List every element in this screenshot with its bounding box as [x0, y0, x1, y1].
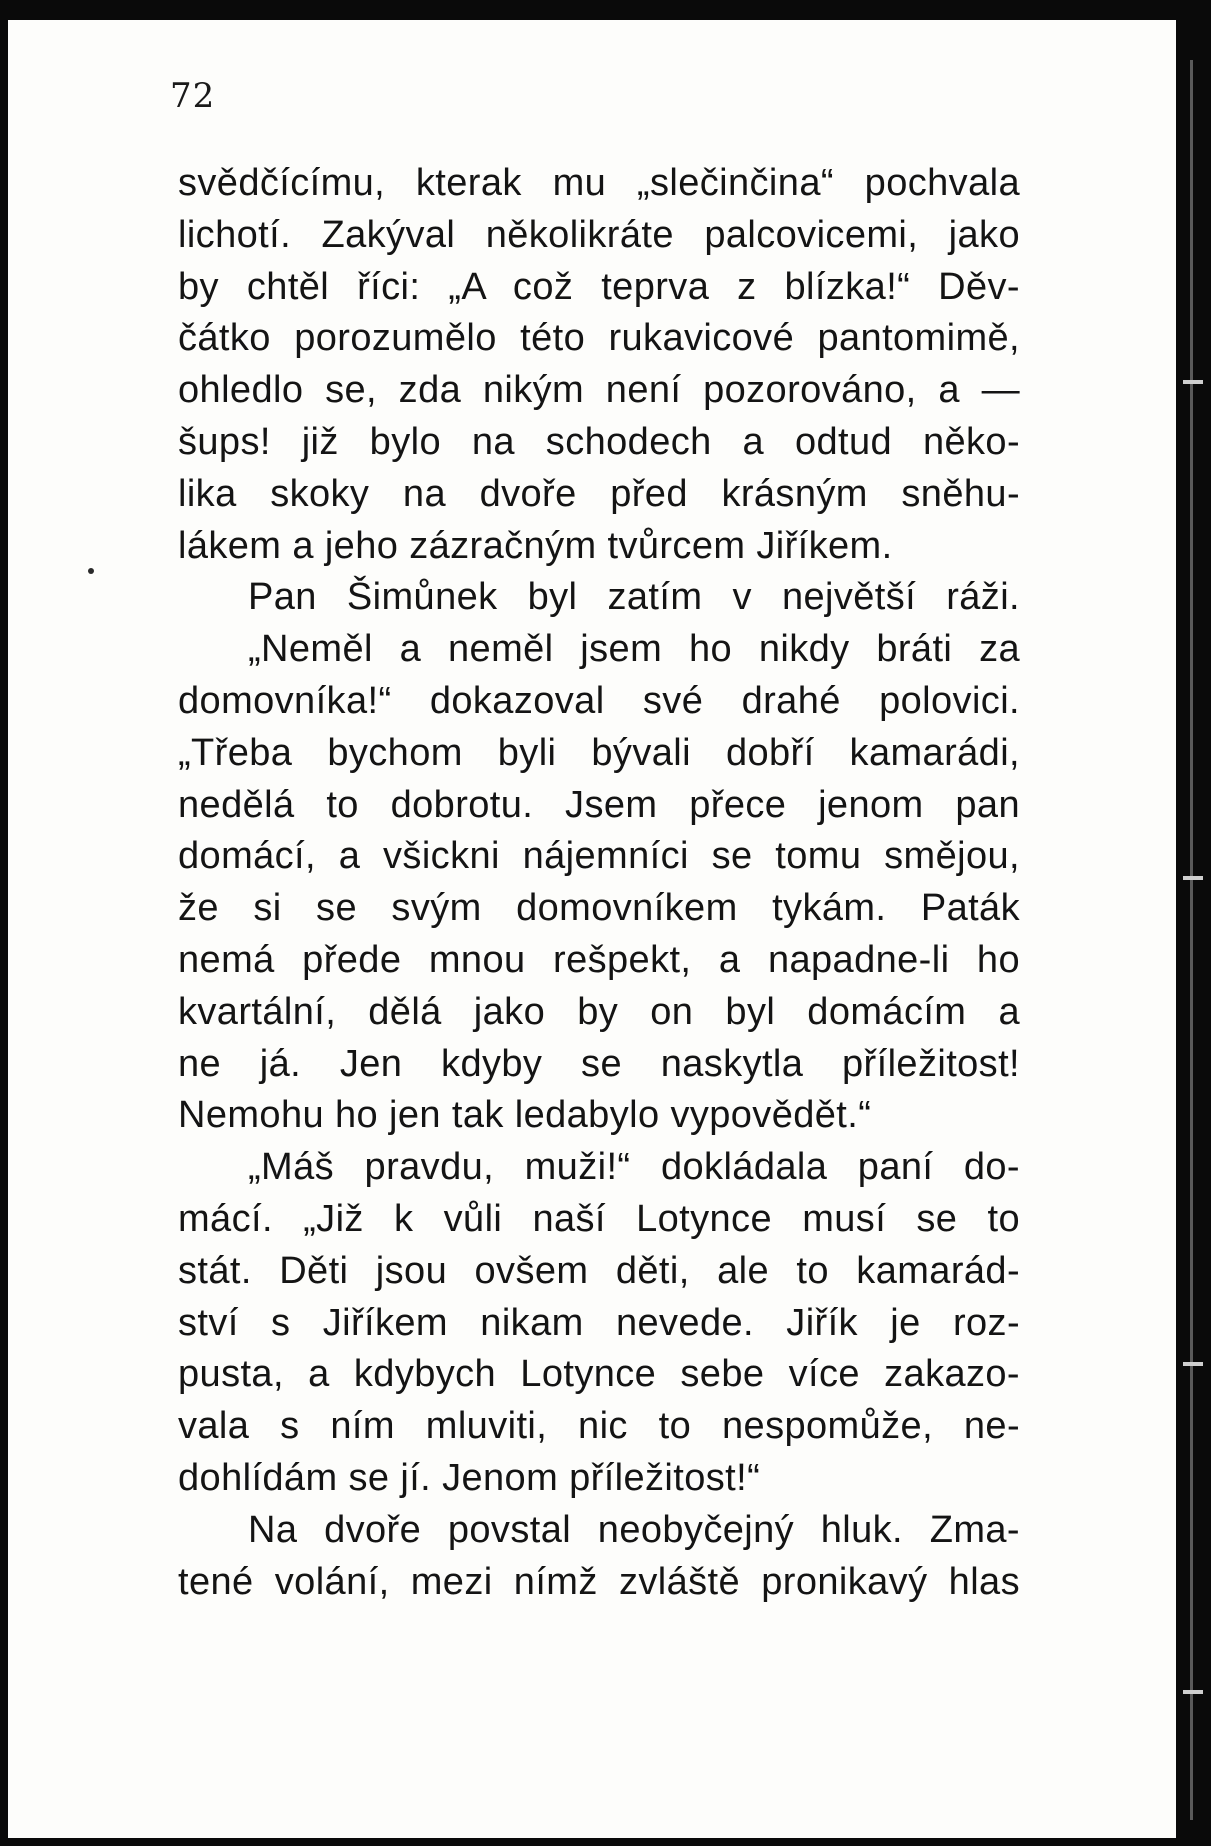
- book-page: [8, 20, 1176, 1838]
- text-line: ne já. Jen kdyby se naskytla příležitost!: [178, 1042, 1020, 1085]
- text-line: nedělá to dobrotu. Jsem přece jenom pan: [178, 783, 1020, 826]
- text-line: ohledlo se, zda nikým není pozorováno, a —: [178, 369, 1020, 412]
- text-line: domovníka!“ dokazoval své drahé polovici.: [178, 679, 1020, 722]
- text-line: ství s Jiříkem nikam nevede. Jiřík je roz-: [178, 1301, 1020, 1344]
- text-line: by chtěl říci: „A což teprva z blízka!“ Děv-: [178, 265, 1020, 308]
- page-number: 72: [170, 76, 216, 116]
- text-line: že si se svým domovníkem tykám. Paták: [178, 887, 1020, 930]
- paragraph-start-line: „Máš pravdu, muži!“ dokládala paní do-: [248, 1146, 1020, 1189]
- text-line: lika skoky na dvoře před krásným sněhu-: [178, 472, 1020, 515]
- text-line: pusta, a kdybych Lotynce sebe více zakazo-: [178, 1353, 1020, 1396]
- edge-mark: [1183, 1362, 1203, 1366]
- page-edge-line: [1190, 60, 1193, 1820]
- edge-mark: [1183, 380, 1203, 384]
- text-line: svědčícímu, kterak mu „slečinčina“ pochvala: [178, 162, 1020, 204]
- page-text: [178, 158, 1020, 1608]
- edge-mark: [1183, 876, 1203, 880]
- book-binding-edge: [1176, 0, 1211, 1846]
- text-line: šups! již bylo na schodech a odtud něko-: [178, 420, 1020, 463]
- text-line: vala s ním mluviti, nic to nespomůže, ne-: [178, 1405, 1020, 1448]
- text-line: čátko porozumělo této rukavicové pantomimě,: [178, 317, 1020, 360]
- print-speck: [88, 568, 94, 574]
- text-line: kvartální, dělá jako by on byl domácím a: [178, 990, 1020, 1033]
- text-line: dohlídám se jí. Jenom příležitost!“: [178, 1456, 761, 1499]
- text-line: „Třeba bychom byli bývali dobří kamarádi,: [178, 731, 1020, 774]
- text-line: tené volání, mezi nímž zvláště pronikavý hlas: [178, 1560, 1020, 1603]
- paragraph-start-line: „Neměl a neměl jsem ho nikdy bráti za: [248, 628, 1020, 671]
- text-line: mácí. „Již k vůli naší Lotynce musí se to: [178, 1197, 1020, 1240]
- paragraph-start-line: Pan Šimůnek byl zatím v největší ráži.: [248, 576, 1020, 619]
- text-line: nemá přede mnou rešpekt, a napadne-li ho: [178, 938, 1020, 981]
- text-line: domácí, a všickni nájemníci se tomu smějou,: [178, 835, 1020, 878]
- paragraph-start-line: Na dvoře povstal neobyčejný hluk. Zma-: [248, 1508, 1020, 1551]
- edge-mark: [1183, 1690, 1203, 1694]
- text-line: lichotí. Zakýval několikráte palcovicemi, jako: [178, 213, 1020, 256]
- text-line: lákem a jeho zázračným tvůrcem Jiříkem.: [178, 524, 893, 567]
- text-line: Nemohu ho jen tak ledabylo vypovědět.“: [178, 1094, 872, 1137]
- text-line: stát. Děti jsou ovšem děti, ale to kamarád-: [178, 1249, 1020, 1292]
